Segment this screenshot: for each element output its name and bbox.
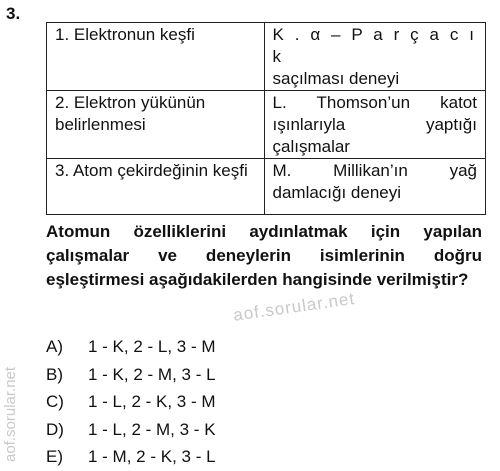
option-letter: C) [46, 392, 64, 411]
option-letter: A) [46, 337, 63, 356]
table-cell-left: 1. Elektronun keşfi [47, 23, 265, 91]
table-row [47, 23, 486, 91]
option-b[interactable] [46, 361, 216, 389]
cell-main-text: K . α – P a r ç a c ı k [272, 25, 477, 66]
option-text: 1 - M, 2 - K, 3 - L [88, 447, 216, 466]
matching-table [46, 22, 486, 215]
option-c[interactable] [46, 388, 216, 416]
question-text: Atomun özelliklerini aydınlatmak için yapılan çalışmalar ve deneylerin isimlerinin doğru eşleştirmesi aşağıdakilerden hangisinde verilmiştir? [46, 222, 482, 289]
table-cell-right [264, 23, 486, 91]
option-letter: D) [46, 419, 64, 439]
option-text: 1 - K, 2 - M, 3 - L [88, 364, 216, 384]
option-e[interactable] [46, 443, 216, 471]
table-cell-left: 2. Elektron yükünün belirlenmesi [47, 91, 265, 159]
table-row [47, 159, 486, 215]
table-row [47, 91, 486, 159]
option-text: 1 - L, 2 - M, 3 - K [88, 419, 216, 439]
watermark: aof.sorular.net [232, 288, 357, 325]
option-text: 1 - L, 2 - K, 3 - M [88, 392, 216, 411]
option-a[interactable] [46, 333, 216, 361]
question-number: 3. [6, 4, 21, 23]
cell-sub-text: saçılması deneyi [272, 69, 400, 88]
table-cell-left: 3. Atom çekirdeğinin keşfi [47, 159, 265, 215]
answer-options [46, 333, 216, 471]
option-text: 1 - K, 2 - L, 3 - M [88, 337, 216, 356]
table-cell-right: M. Millikan’ın yağ damlacığı deneyi [264, 159, 486, 215]
side-watermark: aof.sorular.net [2, 366, 19, 462]
option-letter: B) [46, 364, 63, 384]
option-d[interactable] [46, 416, 216, 444]
table-cell-right: L. Thomson’un katot ışınlarıyla yaptığı çalışmalar [264, 91, 486, 159]
option-letter: E) [46, 447, 63, 466]
